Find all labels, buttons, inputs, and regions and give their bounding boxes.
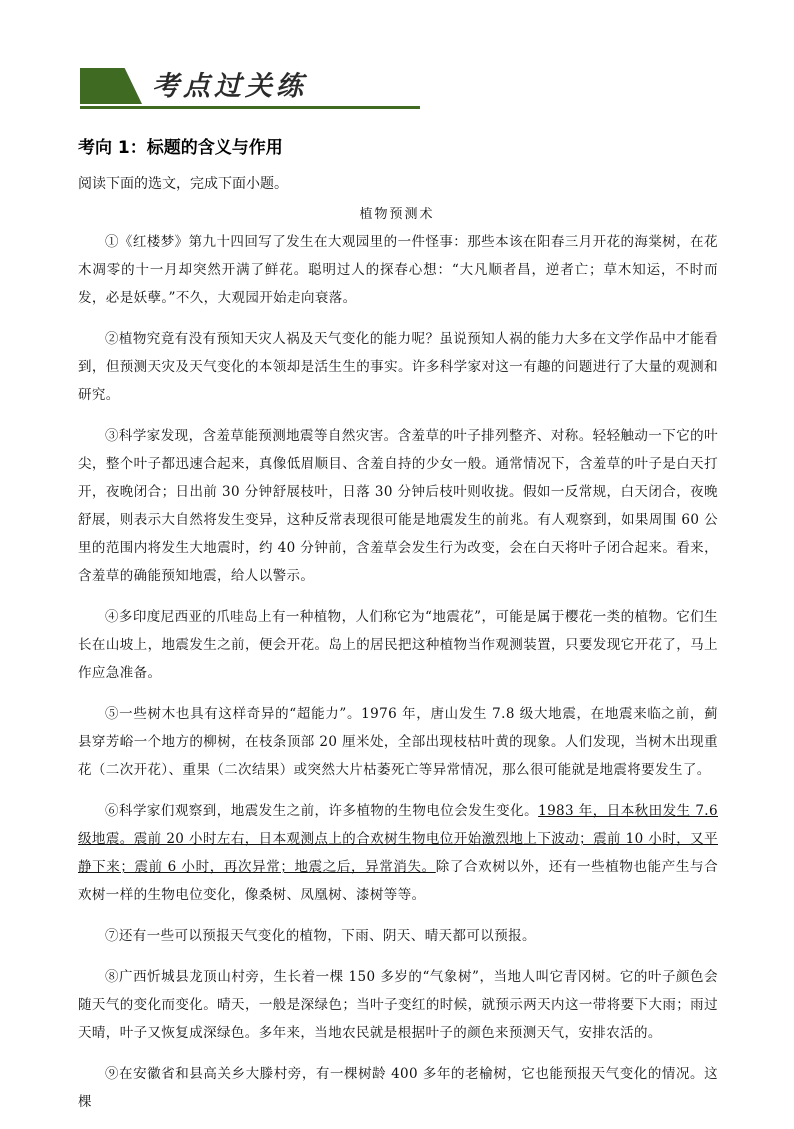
paragraph-2: ②植物究竟有没有预知天灾人祸及天气变化的能力呢？虽说预知人祸的能力大多在文学作品中才能看到，但预测天灾及天气变化的本领却是活生生的事实。许多科学家对这一有趣的问题进行了大量的观测和研究。 (78, 331, 718, 403)
paragraph-4: ④多印度尼西亚的爪哇岛上有一种植物，人们称它为“地震花”，可能是属于樱花一类的植物。它们生长在山坡上，地震发生之前，便会开花。岛上的居民把这种植物当作观测装置，只要发现它开花了，马上作应急准备。 (78, 609, 718, 681)
paragraph-5: ⑤一些树木也具有这样奇异的“超能力”。1976 年，唐山发生 7.8 级大地震，在地震来临之前，蓟县穿芳峪一个地方的柳树，在枝条顶部 20 厘米处，全部出现枝枯叶黄的现象。人们发现，当树木出现重花（二次开花）、重果（二次结果）或突然大片枯萎死亡等异常情况，那么很可能就是地震将要发生了。 (78, 706, 718, 778)
banner-parallelogram (80, 68, 142, 104)
section-banner (80, 68, 420, 112)
paragraph-8: ⑧广西忻城县龙顶山村旁，生长着一棵 150 多岁的“气象树”，当地人叫它青冈树。它的叶子颜色会随天气的变化而变化。晴天，一般是深绿色；当叶子变红的时候，就预示两天内这一带将要下大雨；雨过天晴，叶子又恢复成深绿色。多年来，当地农民就是根据叶子的颜色来预测天气，安排农活的。 (78, 969, 718, 1041)
article-body (78, 228, 718, 1129)
paragraph-9: ⑨在安徽省和县高关乡大滕村旁，有一棵树龄 400 多年的老榆树，它也能预报天气变化的情况。这棵 (78, 1066, 718, 1110)
paragraph-6-lead: ⑥科学家们观察到，地震发生之前，许多植物的生物电位会发生变化。 (105, 803, 539, 819)
paragraph-6-underlined: 1983 年，日本秋田发生 7.6 级地震。震前 20 小时左右，日本观测点上的合欢树生物电位开始激烈地上下波动；震前 10 小时，又平静下来；震前 6 小时，再次异常；地震之后，异常消失。 (78, 803, 718, 875)
section-heading: 考向 1：标题的含义与作用 (78, 138, 283, 158)
paragraph-1: ①《红楼梦》第九十四回写了发生在大观园里的一件怪事：那些本该在阳春三月开花的海棠树，在花木凋零的十一月却突然开满了鲜花。聪明过人的探春心想：“大凡顺者昌，逆者亡；草木知运，不时而发，必是妖孽。”不久，大观园开始走向衰落。 (78, 234, 718, 306)
banner-title: 考点过关练 (152, 71, 307, 102)
banner-underline (80, 106, 420, 109)
paragraph-3: ③科学家发现，含羞草能预测地震等自然灾害。含羞草的叶子排列整齐、对称。轻轻触动一下它的叶尖，整个叶子都迅速合起来，真像低眉顺目、含羞自持的少女一般。通常情况下，含羞草的叶子是白天打开，夜晚闭合；日出前 30 分钟舒展枝叶，日落 30 分钟后枝叶则收拢。假如一反常规，白天闭合，夜晚舒展，则表示大自然将发生变异，这种反常表现很可能是地震发生的前兆。有人观察到，如果周围 60 公里的范围内将发生大地震时，约 40 分钟前，含羞草会发生行为改变，会在白天将叶子闭合起来。看来，含羞草的确能预知地震，给人以警示。 (78, 428, 718, 584)
paragraph-6-tail: 除了合欢树以外，还有一些植物也能产生与合欢树一样的生物电位变化，像桑树、凤凰树、漆树等等。 (78, 859, 718, 903)
paragraph-7: ⑦还有一些可以预报天气变化的植物，下雨、阴天、晴天都可以预报。 (105, 928, 536, 944)
article-title: 植物预测术 (359, 207, 435, 222)
instruction-text: 阅读下面的选文，完成下面小题。 (78, 176, 288, 192)
paragraph-6 (78, 797, 718, 909)
